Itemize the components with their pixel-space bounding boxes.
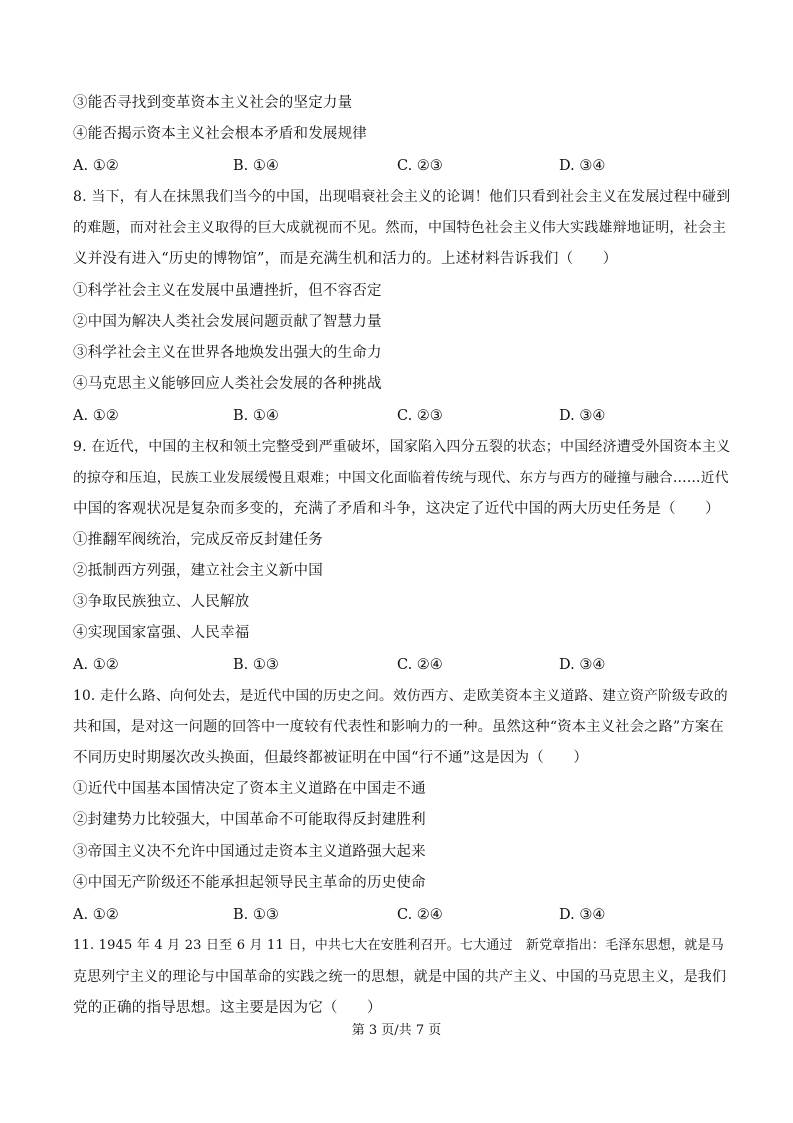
q8-item-1: ①科学社会主义在发展中虽遭挫折，但不容否定 <box>73 283 382 299</box>
q7-option-d[interactable]: D. ③④ <box>559 158 606 174</box>
q8-options <box>73 406 733 426</box>
q10-options <box>73 905 733 925</box>
q9-option-d[interactable]: D. ③④ <box>559 657 606 673</box>
q10-option-b[interactable]: B. ①③ <box>233 907 279 923</box>
q10-option-c[interactable]: C. ②④ <box>397 907 443 923</box>
q8-item-3: ③科学社会主义在世界各地焕发出强大的生命力 <box>73 345 382 361</box>
q9-options <box>73 655 733 675</box>
q9-option-a[interactable]: A. ①② <box>73 657 119 673</box>
q8-stem-line-1: 8. 当下，有人在抹黑我们当今的中国，出现唱衰社会主义的论调！他们只看到社会主义在发展过程中碰到 <box>73 189 731 205</box>
q10-option-a[interactable]: A. ①② <box>73 907 119 923</box>
q11-stem-line-1: 11. 1945 年 4 月 23 日至 6 月 11 日，中共七大在安胜利召开。七大通过 新党章指出：毛泽东思想，就是马 <box>73 938 724 953</box>
q7-item-3: ③能否寻找到变革资本主义社会的坚定力量 <box>73 95 353 111</box>
q9-item-3: ③争取民族独立、人民解放 <box>73 594 250 610</box>
q9-stem-line-3: 中国的客观状况是复杂而多变的，充满了矛盾和斗争，这决定了近代中国的两大历史任务是（ ） <box>73 501 720 517</box>
q9-item-1: ①推翻军阀统治，完成反帝反封建任务 <box>73 532 323 548</box>
q8-option-c[interactable]: C. ②③ <box>397 408 443 424</box>
q10-stem-line-2: 共和国，是对这一问题的回答中一度较有代表性和影响力的一种。虽然这种“资本主义社会之路”方案在 <box>73 719 724 735</box>
q8-item-4: ④马克思主义能够回应人类社会发展的各种挑战 <box>73 376 382 392</box>
q10-stem-line-1: 10. 走什么路、向何处去，是近代中国的历史之问。效仿西方、走欧美资本主义道路、建立资产阶级专政的 <box>73 688 728 704</box>
q8-stem-line-3: 义并没有进入“历史的博物馆”，而是充满生机和活力的。上述材料告诉我们（ ） <box>73 251 618 267</box>
q9-option-c[interactable]: C. ②④ <box>397 657 443 673</box>
q10-stem-line-3: 不同历史时期屡次改头换面，但最终都被证明在中国“行不通”这是因为（ ） <box>73 750 589 766</box>
page-number-footer: 第 3 页/共 7 页 <box>351 1023 442 1038</box>
q8-item-2: ②中国为解决人类社会发展问题贡献了智慧力量 <box>73 314 382 330</box>
q9-option-b[interactable]: B. ①③ <box>233 657 279 673</box>
q10-item-2: ②封建势力比较强大，中国革命不可能取得反封建胜利 <box>73 812 426 828</box>
q7-item-4: ④能否揭示资本主义社会根本矛盾和发展规律 <box>73 126 367 142</box>
q10-item-1: ①近代中国基本国情决定了资本主义道路在中国走不通 <box>73 781 426 797</box>
q9-stem-line-1: 9. 在近代，中国的主权和领土完整受到严重破坏，国家陷入四分五裂的状态；中国经济遭受外国资本主义 <box>73 439 731 455</box>
q9-item-4: ④实现国家富强、人民幸福 <box>73 625 250 641</box>
q7-option-b[interactable]: B. ①④ <box>233 158 279 174</box>
q9-stem-line-2: 的掠夺和压迫，民族工业发展缓慢且艰难；中国文化面临着传统与现代、东方与西方的碰撞与融合……近代 <box>73 470 729 486</box>
q8-option-d[interactable]: D. ③④ <box>559 408 606 424</box>
q9-item-2: ②抵制西方列强，建立社会主义新中国 <box>73 563 323 579</box>
q11-stem-line-3: 党的正确的指导思想。这主要是因为它（ ） <box>73 1000 382 1016</box>
q10-item-4: ④中国无产阶级还不能承担起领导民主革命的历史使命 <box>73 875 426 891</box>
q8-stem-line-2: 的难题，而对社会主义取得的巨大成就视而不见。然而，中国特色社会主义伟大实践雄辩地证明，社会主 <box>73 220 727 236</box>
q8-option-a[interactable]: A. ①② <box>73 408 119 424</box>
q10-item-3: ③帝国主义决不允许中国通过走资本主义道路强大起来 <box>73 844 426 860</box>
q8-option-b[interactable]: B. ①④ <box>233 408 279 424</box>
q10-option-d[interactable]: D. ③④ <box>559 907 606 923</box>
q7-options <box>73 156 733 176</box>
q11-stem-line-2: 克思列宁主义的理论与中国革命的实践之统一的思想，就是中国的共产主义、中国的马克思主义，是我们 <box>73 969 727 985</box>
q7-option-c[interactable]: C. ②③ <box>397 158 443 174</box>
q7-option-a[interactable]: A. ①② <box>73 158 119 174</box>
